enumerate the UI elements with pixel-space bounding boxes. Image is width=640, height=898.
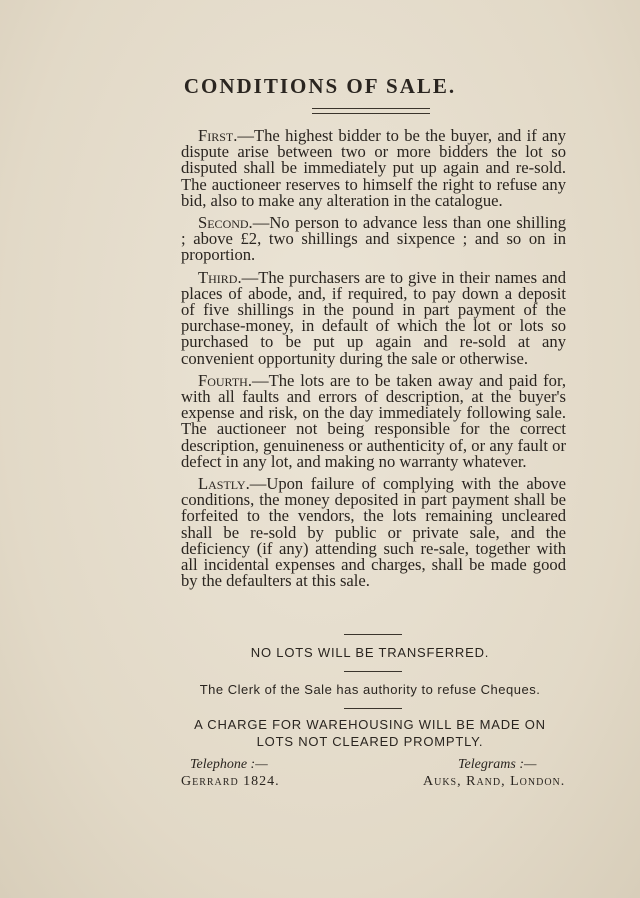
condition-heading: Fourth. bbox=[198, 370, 252, 390]
condition-text: —Upon failure of complying with the above conditions, the money deposited in part payment shall be forfeited to the vendors, the lots remaining uncleared shall be re-sold by public or private sale, and the deficiency (if any) attending such re-sale, together with all incidental expenses and charges, shall be made good by the defaulters at this sale. bbox=[181, 474, 566, 591]
telegrams-address: Auks, Rand, London. bbox=[423, 774, 566, 789]
condition-heading: Lastly. bbox=[198, 474, 250, 494]
no-transfer-notice: NO LOTS WILL BE TRANSFERRED. bbox=[250, 645, 490, 660]
condition-lastly bbox=[181, 476, 566, 589]
condition-text: —No person to advance less than one shilling ; above £2, two shillings and sixpence ; and so on in proportion. bbox=[181, 213, 566, 265]
title-double-rule bbox=[312, 108, 430, 114]
condition-text: —The purchasers are to give in their names and places of abode, and, if required, to pay down a deposit of five shillings in the pound in part payment of the purchase-money, in default of which the lot or lots so purchased to be put up again and re-sold at any convenient opportunity during the sale or otherwise. bbox=[181, 267, 566, 368]
telephone-number: Gerrard 1824. bbox=[181, 774, 280, 789]
cheques-notice: The Clerk of the Sale has authority to refuse Cheques. bbox=[199, 682, 541, 697]
divider-rule bbox=[344, 708, 402, 709]
condition-text: —The lots are to be taken away and paid for, with all faults and errors of description, at the buyer's expense and risk, on the day immediately following sale. The auctioneer not being responsible for the correct description, genuineness or authenticity of, or any fault or defect in any lot, and making no warranty whatever. bbox=[181, 370, 566, 471]
condition-heading: First. bbox=[198, 126, 238, 145]
condition-first bbox=[181, 128, 566, 209]
condition-fourth bbox=[181, 370, 566, 471]
telegrams-label: Telegrams :— bbox=[458, 757, 537, 772]
condition-heading: Third. bbox=[198, 267, 242, 287]
telephone-label: Telephone :— bbox=[190, 757, 268, 772]
condition-second bbox=[181, 215, 566, 264]
condition-heading: Second. bbox=[198, 213, 253, 233]
condition-text: —The highest bidder to be the buyer, and if any dispute arise between two or more bidders the lot so disputed shall be immediately put up again and re-sold. The auctioneer reserves to himself the right to refuse any bid, also to make any alteration in the catalogue. bbox=[181, 126, 566, 210]
conditions-list bbox=[181, 128, 566, 595]
divider-rule bbox=[344, 634, 402, 635]
page-title: CONDITIONS OF SALE. bbox=[183, 74, 457, 98]
divider-rule bbox=[344, 671, 402, 672]
warehousing-notice-line1: A CHARGE FOR WAREHOUSING WILL BE MADE ON bbox=[194, 717, 546, 732]
condition-third bbox=[181, 267, 566, 368]
warehousing-notice-line2: LOTS NOT CLEARED PROMPTLY. bbox=[256, 734, 484, 749]
